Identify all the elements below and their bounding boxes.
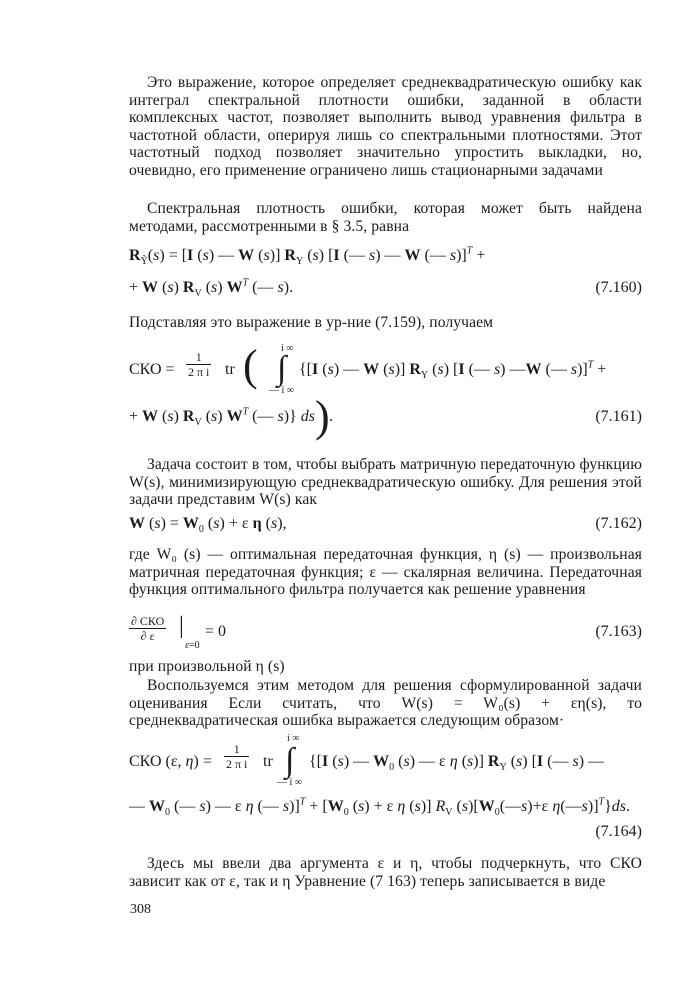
paragraph-method: Воспользуемся этим методом для решения сформулированной задачи оценивания Если считать, что W(s) = W₀(s) + εη(s), то среднеквадратическая ошибка выражается следующим образом· [129,677,642,730]
paragraph-spectral-density: Спектральная плотность ошибки, которая может быть найдена методами, рассмотренными в § 3.5, равна [129,200,642,235]
integral-lower-limit-2: — i ∞ [277,777,302,788]
integral-upper-limit-2: i ∞ [287,733,300,744]
paragraph-arguments: Здесь мы ввели два аргумента ε и η, чтобы подчеркнуть, что СКО зависит как от ε, так и η Уравнение (7 163) теперь записывается в виде [129,855,642,890]
integral-upper-limit: i ∞ [281,343,294,354]
paragraph-substitution: Подставляя это выражение в ур-ние (7.159), получаем [129,314,494,331]
equation-7-161-line-2: + W (s) $R_V$ (s) $W^T$ (— s)} ds ) . [129,392,333,441]
paragraph-definitions: где W₀ (s) — оптимальная передаточная функция, η (s) — произвольная матричная передаточная функция; ε — скалярная величина. Передаточная функция оптимального фильтра получается как решение уравнения [129,546,642,599]
paragraph-task: Задача состоит в том, чтобы выбрать матричную передаточную функцию W(s), минимизирующую среднеквадратическую ошибку. Для решения этой задачи представим W(s) как [129,456,642,509]
integral-lower-limit: — i ∞ [269,385,294,396]
equation-7-164-line-1: СКО (ε, η) = $\frac{1}{\text{2 π i}}$ tr ∫ i ∞ — i ∞ {[I (s) — $W_0$ (s) — ε η (s)] $R_Y$ (s) [I (— s) — [129,733,605,788]
equation-number-7-163: (7.163) [595,623,642,640]
equation-number-7-160: (7.160) [595,279,642,296]
equation-7-163: ∂ СКО ∂ ε | ε=0 = 0 [131,613,227,651]
equation-7-162: W $(s) = W_0$ (s) + ε η (s), [129,515,287,536]
equation-7-161-line-1: СКО = $\frac{1}{\text{2 π i}}$ tr ( ∫ i ∞ — i ∞ {[I (s) — W (s)] $R_Y$ (s) [I (— s) —W (— s)]$^T$ + [129,341,607,396]
equation-number-7-164: (7.164) [595,823,642,840]
equation-7-164-line-2: — $W_0$ (— s) — ε η (— $s)]^T + [W_0$ (s) + ε η (s)] $R_V$ $(s)[W_0(—s)+\varepsilon$ η(—s)]$^T$}ds. [129,796,630,819]
page-number: 308 [130,902,151,917]
equation-7-160-line-1: $R_Ỹ(s) = [I$ (s) — W (s)] $R_Y$ (s) [I (— s) — W (— s)]$^T$ + [129,245,486,268]
equation-7-160-line-2: + W (s) $R_V$ (s) $W^T$ (— s). [129,277,294,300]
equation-number-7-162: (7.162) [595,515,642,532]
equation-number-7-161: (7.161) [595,408,642,425]
paragraph-intro: Это выражение, которое определяет среднеквадратическую ошибку как интеграл спектральной плотности ошибки, заданной в области комплексных частот, позволяет выполнить вывод уравнения фильтра в частотной области, оперируя лишь со спектральными плотностями. Этот частотный подход позволяет значительно упростить выкладки, но, очевидно, его применение ограничено лишь стационарными задачами [129,74,642,179]
paragraph-arbitrary-eta: при произвольной η (s) [129,658,285,675]
